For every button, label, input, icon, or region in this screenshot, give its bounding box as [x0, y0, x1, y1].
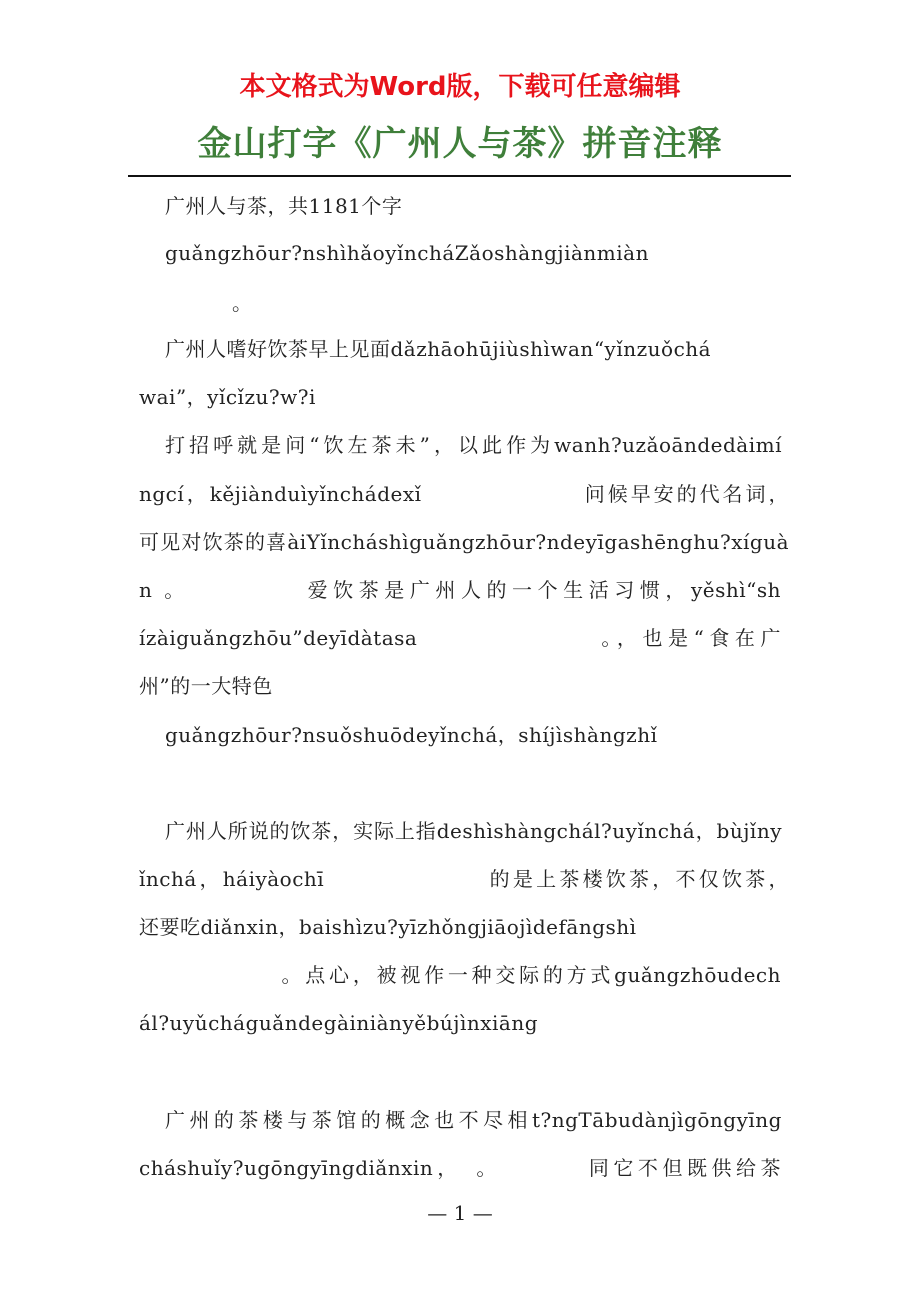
text-line: 可见对饮茶的喜àiYǐncháshìguǎngzhōur?ndeyīgashēnghu?xíguà: [139, 530, 789, 554]
text-line: 还要吃diǎnxin，baishìzu?yīzhǒngjiāojìdefāngshì: [139, 915, 637, 939]
page-number: — 1 —: [427, 1201, 493, 1225]
text-line: guǎngzhōur?nsuǒshuōdeyǐnchá，shíjìshàngzhǐ: [165, 723, 658, 747]
text-line: 打招呼就是问“饮左茶未”，以此作为wanh?uzǎoāndedàimí: [165, 433, 782, 457]
text-line: ál?uyǔcháguǎndegàiniànyěbújìnxiāng: [139, 1011, 539, 1035]
title-divider: [128, 175, 791, 177]
text-line: 广州的茶楼与茶馆的概念也不尽相t?ngTābudànjìgōngyīng: [165, 1108, 782, 1132]
text-line: n 。 爱饮茶是广州人的一个生活习惯，yěshì“sh: [139, 578, 781, 602]
format-notice: 本文格式为Word版，下载可任意编辑: [239, 72, 681, 102]
text-line: 广州人嗜好饮茶早上见面dǎzhāohūjiùshìwan“yǐnzuǒchá: [165, 337, 712, 361]
text-line: 。点心，被视作一种交际的方式guǎngzhōudech: [139, 963, 781, 987]
text-line: 广州人与茶，共1181个字: [165, 194, 403, 218]
text-line: ngcí，kějiànduìyǐnchádexǐ 问候早安的代名词，: [139, 482, 789, 506]
text-line: wai”，yǐcǐzu?w?i: [139, 385, 316, 409]
text-line: 广州人所说的饮茶，实际上指deshìshàngchál?uyǐnchá，bùjǐny: [165, 819, 782, 843]
text-line: guǎngzhōur?nshìhǎoyǐncháZǎoshàngjiànmiàn: [165, 241, 649, 265]
text-line: ízàiguǎngzhōu”deyīdàtasa 。，也是“食在广: [139, 626, 781, 650]
text-line: cháshuǐy?ugōngyīngdiǎnxin， 。 同它不但既供给茶: [139, 1156, 781, 1180]
document-title: 金山打字《广州人与茶》拼音注释: [197, 124, 723, 164]
text-line: 。: [232, 291, 253, 315]
text-line: ǐnchá，háiyàochī 的是上茶楼饮茶，不仅饮茶，: [139, 867, 789, 891]
text-line: 州”的一大特色: [139, 674, 273, 698]
